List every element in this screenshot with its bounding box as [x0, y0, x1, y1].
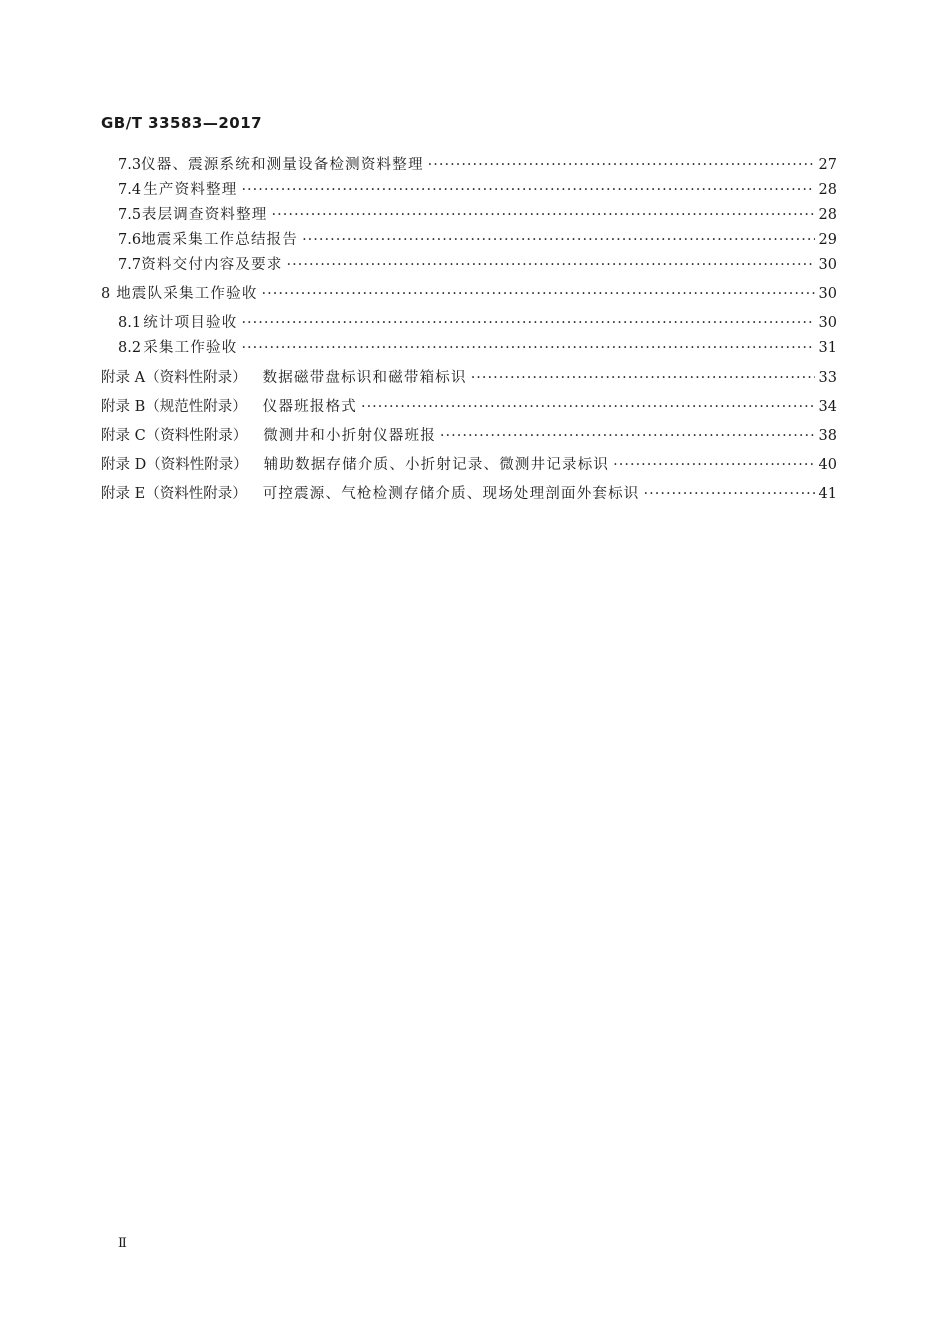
toc-entry-title: 辅助数据存储介质、小折射记录、微测井记录标识 [263, 457, 610, 473]
toc-entry-page: 31 [818, 340, 837, 356]
toc-entry-page: 38 [818, 428, 837, 444]
toc-entry-number: 8.1 [118, 315, 142, 331]
toc-entry-appendix-c[interactable] [101, 426, 837, 446]
toc-entry-appendix-d[interactable] [101, 455, 837, 475]
toc-entry-number: 附录 E（资料性附录） [101, 486, 247, 502]
standard-number: GB/T 33583—2017 [101, 114, 263, 132]
toc-entry-number: 附录 C（资料性附录） [101, 428, 248, 444]
toc-entry-page: 41 [818, 486, 837, 502]
toc-entry-number: 8.2 [118, 340, 142, 356]
toc-entry-title: 统计项目验收 [143, 315, 238, 331]
toc-dot-leader [613, 455, 814, 475]
toc-entry-page: 34 [818, 399, 837, 415]
toc-dot-leader [440, 426, 815, 446]
toc-entry-page: 28 [818, 182, 837, 198]
toc-entry-page: 30 [818, 257, 837, 273]
toc-dot-leader [241, 180, 814, 200]
toc-dot-leader [428, 155, 815, 175]
toc-entry-7-5[interactable] [118, 205, 837, 225]
toc-entry-8-1[interactable] [118, 313, 837, 333]
toc-entry-page: 27 [818, 157, 837, 173]
toc-dot-leader [471, 368, 815, 388]
toc-entry-title: 可控震源、气枪检测存储介质、现场处理剖面外套标识 [262, 486, 640, 502]
toc-entry-7-4[interactable] [118, 180, 837, 200]
toc-entry-title: 生产资料整理 [143, 182, 238, 198]
toc-entry-title: 仪器、震源系统和测量设备检测资料整理 [141, 157, 424, 173]
toc-entry-title: 地震队采集工作验收 [116, 286, 258, 302]
toc-dot-leader [287, 255, 815, 275]
toc-dot-leader [241, 338, 814, 358]
toc-entry-7-7[interactable] [118, 255, 837, 275]
toc-dot-leader [262, 284, 815, 304]
toc-entry-number: 7.5 [118, 207, 142, 223]
toc-entry-number: 附录 B（规范性附录） [101, 399, 247, 415]
toc-entry-title: 地震采集工作总结报告 [141, 232, 299, 248]
toc-entry-page: 30 [818, 286, 837, 302]
toc-entry-title: 数据磁带盘标识和磁带箱标识 [262, 370, 467, 386]
toc-entry-8-2[interactable] [118, 338, 837, 358]
toc-entry-title: 采集工作验收 [143, 340, 238, 356]
toc-entry-7-6[interactable] [118, 230, 837, 250]
toc-dot-leader [302, 230, 814, 250]
toc-entry-appendix-e[interactable] [101, 484, 837, 504]
toc-entry-appendix-a[interactable] [101, 368, 837, 388]
toc-dot-leader [241, 313, 814, 333]
toc-entry-number: 附录 A（资料性附录） [101, 370, 247, 386]
toc-entry-number: 7.3 [118, 157, 142, 173]
toc-entry-number: 7.6 [118, 232, 142, 248]
toc-dot-leader [644, 484, 815, 504]
toc-entry-page: 33 [818, 370, 837, 386]
toc-entry-8[interactable] [101, 284, 837, 304]
toc-entry-7-3[interactable] [118, 155, 837, 175]
toc-entry-number: 附录 D（资料性附录） [101, 457, 248, 473]
toc-entry-appendix-b[interactable] [101, 397, 837, 417]
toc-dot-leader [361, 397, 815, 417]
toc-dot-leader [272, 205, 815, 225]
toc-entry-number: 7.4 [118, 182, 142, 198]
toc-entry-title: 资料交付内容及要求 [141, 257, 283, 273]
toc-entry-page: 40 [818, 457, 837, 473]
toc-entry-title: 表层调查资料整理 [141, 207, 268, 223]
toc-entry-number: 7.7 [118, 257, 142, 273]
toc-entry-title: 微测井和小折射仪器班报 [263, 428, 436, 444]
toc-entry-title: 仪器班报格式 [262, 399, 357, 415]
toc-entry-page: 29 [818, 232, 837, 248]
toc-entry-page: 28 [818, 207, 837, 223]
toc-entry-number: 8 [101, 286, 111, 302]
toc-entry-page: 30 [818, 315, 837, 331]
page-number: Ⅱ [118, 1236, 127, 1251]
